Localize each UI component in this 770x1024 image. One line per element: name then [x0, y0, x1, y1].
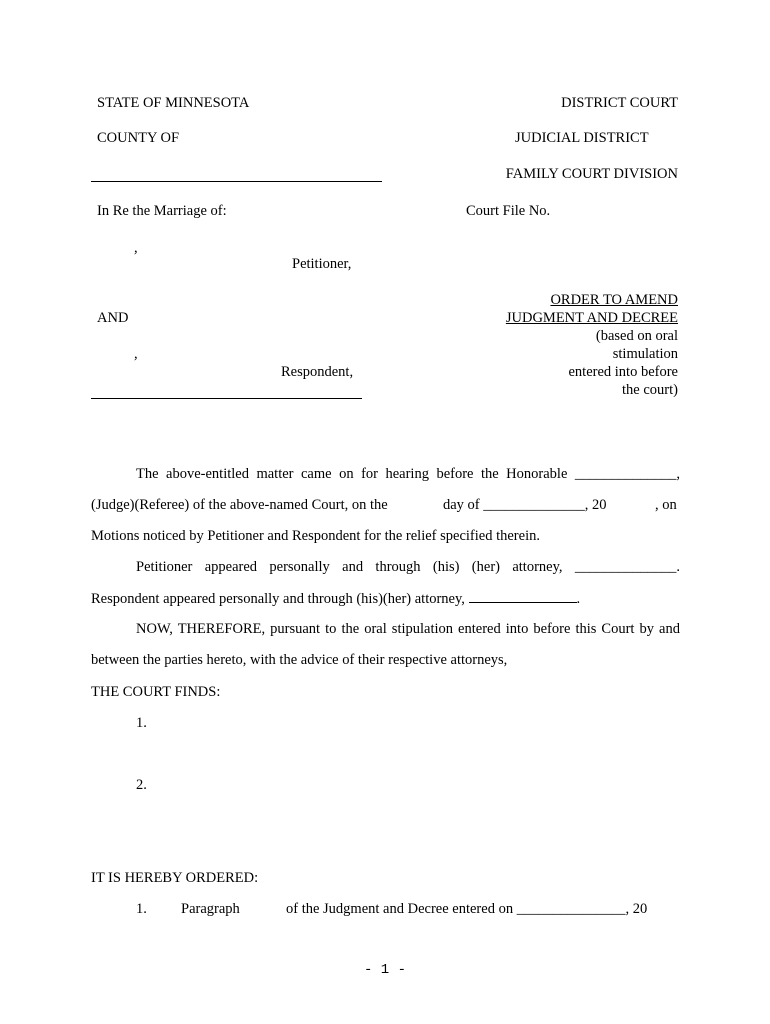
- finding-1-number: 1.: [136, 715, 147, 731]
- court-file-no-label: Court File No.: [466, 203, 551, 219]
- title-line-2: JUDGMENT AND DECREE: [505, 310, 678, 326]
- paragraph-2-line-2: [91, 591, 580, 607]
- title-line-6: the court): [622, 382, 678, 398]
- title-line-4: stimulation: [612, 346, 678, 362]
- respondent-signature-line: [91, 398, 362, 399]
- state-label: STATE OF MINNESOTA: [97, 95, 250, 111]
- title-line-1: ORDER TO AMEND: [550, 292, 678, 308]
- district-label: JUDICIAL DISTRICT: [515, 130, 649, 146]
- paragraph-3-line-2: between the parties hereto, with the advice of their respective attorneys,: [91, 652, 508, 668]
- county-label: COUNTY OF: [97, 130, 180, 146]
- page-number: - 1 -: [363, 962, 406, 978]
- title-line-3: (based on oral: [595, 328, 678, 344]
- paragraph-1-line-1: The above-entitled matter came on for hearing before the Honorable ______________,: [136, 466, 680, 482]
- and-label: AND: [97, 310, 129, 326]
- respondent-comma: ,: [134, 346, 138, 362]
- respondent-label: Respondent,: [281, 364, 354, 380]
- respondent-attorney-text: Respondent appeared personally and through (his)(her) attorney,: [91, 591, 465, 607]
- county-signature-line: [91, 181, 382, 182]
- hereby-ordered-heading: IT IS HEREBY ORDERED:: [91, 870, 259, 886]
- petitioner-comma: ,: [134, 240, 138, 256]
- court-label: DISTRICT COURT: [561, 95, 678, 111]
- division-label: FAMILY COURT DIVISION: [505, 166, 678, 182]
- court-finds-heading: THE COURT FINDS:: [91, 684, 221, 700]
- paragraph-1-line-2c: , on: [655, 497, 677, 513]
- order-1-paragraph-label: Paragraph: [181, 901, 240, 917]
- paragraph-1-line-2a: (Judge)(Referee) of the above-named Court, on the: [91, 497, 388, 513]
- paragraph-3-line-1: NOW, THEREFORE, pursuant to the oral stipulation entered into before this Court by and: [136, 621, 680, 637]
- respondent-attorney-blank: [469, 591, 577, 603]
- finding-2-number: 2.: [136, 777, 147, 793]
- petitioner-label: Petitioner,: [292, 256, 352, 272]
- respondent-attorney-period: .: [576, 591, 581, 607]
- in-re-label: In Re the Marriage of:: [97, 203, 227, 219]
- paragraph-1-line-3: Motions noticed by Petitioner and Respondent for the relief specified therein.: [91, 528, 540, 544]
- paragraph-1-line-2b: day of ______________, 20: [443, 497, 607, 513]
- title-line-5: entered into before: [568, 364, 678, 380]
- order-1-text: of the Judgment and Decree entered on _______________, 20: [286, 901, 648, 917]
- order-1-number: 1.: [136, 901, 147, 917]
- paragraph-2-line-1: Petitioner appeared personally and through (his) (her) attorney, ______________.: [136, 559, 680, 575]
